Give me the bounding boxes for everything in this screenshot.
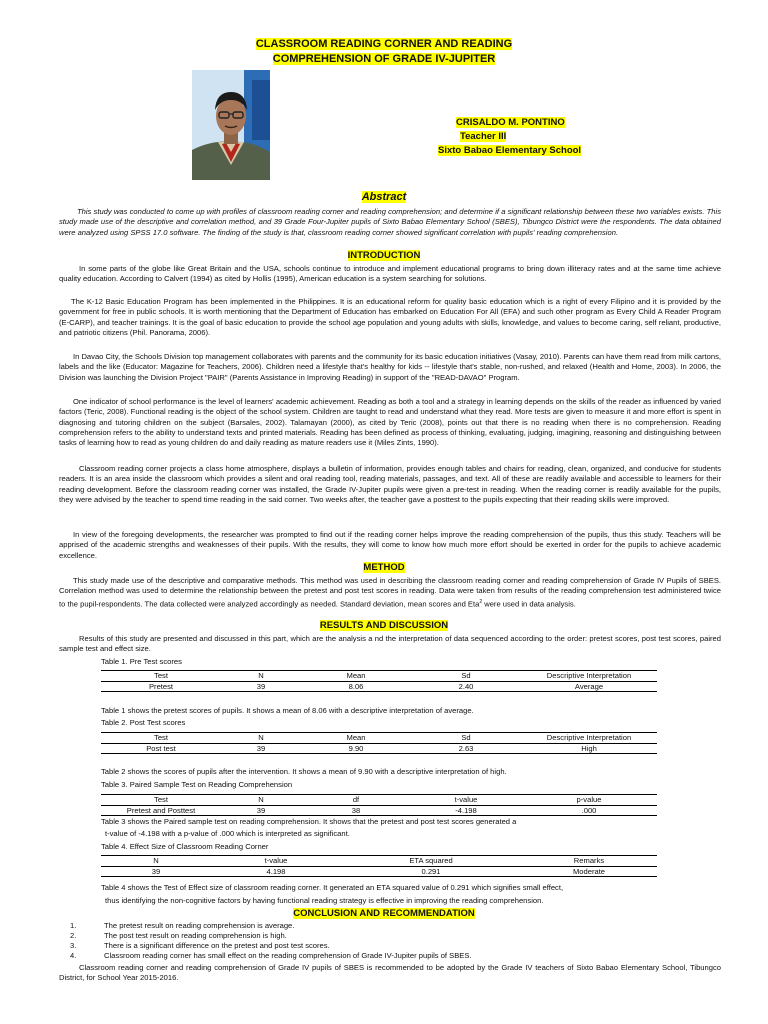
list-item: 1. The pretest result on reading comprehension is average. xyxy=(70,921,295,930)
table2-cell: High xyxy=(521,743,657,754)
intro-paragraph-2: The K-12 Basic Education Program has been implemented in the Philippines. It is an educational reform for quality basic education which is a right of every Filipino and it is provided by the government for free in public schools. It is worth mentioning that the Department of Education has embarked on Education For All (EFA) and such other program as Every Child A Reader Program (E-CARP), and teacher trainings. It is the goal of basic education to provide the school age population and young adults with skills, knowledge, and values to become caring, self reliant, productive, and patriotic citizens (Phil. Panorama, 2006). xyxy=(59,297,721,337)
table1-cell: 8.06 xyxy=(301,681,411,692)
table3-header-t-value: t-value xyxy=(411,795,521,806)
paper-title-line-2 xyxy=(0,53,768,65)
results-intro: Results of this study are presented and discussed in this part, which are the analysis a nd the interpretation of data sequenced according to the order: pretest scores, post test scores, paired sample test and effect size. xyxy=(59,634,721,654)
table1-cell: Pretest xyxy=(101,681,221,692)
author-school: Sixto Babao Elementary School xyxy=(438,145,582,156)
table3-header-p-value: p-value xyxy=(521,795,657,806)
table1 xyxy=(101,670,657,692)
table3-cell: Pretest and Posttest xyxy=(101,805,221,816)
table3-header-df: df xyxy=(301,795,411,806)
intro-paragraph-5: Classroom reading corner projects a class home atmosphere, displays a bulletin of information, provides enough tables and chairs for reading, clean, organized, and conducive for students readers. It is an area inside the classroom which provides a silent and oral reading tool, reading materials, passages, and text. All of these are readily available and accessible to learners for their reading development. Before the classroom reading corner was installed, the Grade IV-Jupiter pupils were given a pre-test in reading. When the reading corner is readily available for the pupils, they were advised by the teacher to spend time reading in the said corner. Two weeks after, the teacher gave a posttest to the pupils expecting that their reading skills were improved. xyxy=(59,464,721,504)
table1-header-n: N xyxy=(221,671,301,682)
table1-caption: Table 1. Pre Test scores xyxy=(101,657,182,666)
table3-caption: Table 3. Paired Sample Test on Reading Comprehension xyxy=(101,780,293,789)
table4-caption: Table 4. Effect Size of Classroom Reading Corner xyxy=(101,842,269,851)
table4-cell: 39 xyxy=(101,866,211,877)
paper-title-text-1: CLASSROOM READING CORNER AND READING xyxy=(255,38,513,50)
table3-header-test: Test xyxy=(101,795,221,806)
table1-cell: Average xyxy=(521,681,657,692)
table2-cell: 39 xyxy=(221,743,301,754)
table4-header-n: N xyxy=(101,856,211,867)
table3 xyxy=(101,794,657,816)
table4 xyxy=(101,855,657,877)
results-heading: RESULTS AND DISCUSSION xyxy=(319,620,449,631)
table2-header-sd: Sd xyxy=(411,733,521,744)
table3-cell: -4.198 xyxy=(411,805,521,816)
list-item: 2. The post test result on reading comprehension is high. xyxy=(70,931,287,940)
list-item: 4. Classroom reading corner has small effect on the reading comprehension of Grade IV-Jupiter pupils of SBES. xyxy=(70,951,472,960)
table2 xyxy=(101,732,657,754)
author-photo xyxy=(192,70,270,180)
introduction-heading: INTRODUCTION xyxy=(347,250,421,261)
table1-header-sd: Sd xyxy=(411,671,521,682)
table2-cell: 9.90 xyxy=(301,743,411,754)
table3-cell: 38 xyxy=(301,805,411,816)
table2-note: Table 2 shows the scores of pupils after the intervention. It shows a mean of 9.90 with a descriptive interpretation of high. xyxy=(101,767,507,776)
author-position: Teacher III xyxy=(460,131,507,142)
method-heading: METHOD xyxy=(363,562,405,573)
table2-header-test: Test xyxy=(101,733,221,744)
paper-title-line-1 xyxy=(0,38,768,50)
table4-header-t-value: t-value xyxy=(211,856,341,867)
table3-header-n: N xyxy=(221,795,301,806)
paper-title-text-2: COMPREHENSION OF GRADE IV-JUPITER xyxy=(272,53,496,65)
intro-paragraph-4: One indicator of school performance is the level of learners' academic achievement. Reading as both a tool and a strategy in learning depends on the skills of the reader as influenced by varied factors (Teric, 2008). Functional reading is the object of the school system. Children are taught to read and understand what they read. More tests are given to measure it and more effort is spent in diagnosing and tutoring children on the subject (Barsales, 2002). Talamayan (2000), as cited by Teric (2008), points out that there is no reading when there is no comprehension. Reading comprehension refers to the ability to understand texts and printed materials. Reading has been defined as process of thinking, evaluating, judging, imagining, reasoning and distinguishing between tasks of learning how to read as young children do and daily reading as mature readers use it (Miles Zints, 1990). xyxy=(59,397,721,448)
table2-caption: Table 2. Post Test scores xyxy=(101,718,186,727)
author-name: CRISALDO M. PONTINO xyxy=(456,117,565,128)
abstract-text: This study was conducted to come up with profiles of classroom reading corner and reading comprehension; and determine if a significant relationship between these two variables exists. This study made use of the descriptive and correlation method, and 39 Grade Four-Jupiter pupils of Sixto Babao Elementary School (SBES), Tibungco District were the respondents. The data obtained were analyzed using SPSS 17.0 software. The finding of the study is that, classroom reading corner showed significant correlation with pupils' reading comprehension. xyxy=(59,207,721,237)
table1-header-interpretation: Descriptive Interpretation xyxy=(521,671,657,682)
intro-paragraph-6: In view of the foregoing developments, the researcher was prompted to find out if the reading corner helps improve the reading comprehension of the pupils, thus this study. Teachers will be apprised of the academic strengths and weaknesses of their pupils. With the results, they will come to know how much more effort should be exerted in order for the pupils to achieve academic excellence. xyxy=(59,530,721,560)
abstract-heading: Abstract xyxy=(361,191,407,203)
intro-paragraph-1: In some parts of the globe like Great Britain and the USA, schools continue to introduce and implement educational programs to bring down illiteracy rates and at the same time achieve quality education. According to Calvert (1994) as cited by Hollis (1995), American education is a system searching for solutions. xyxy=(59,264,721,284)
table4-header-eta-squared: ETA squared xyxy=(341,856,521,867)
conclusion-heading: CONCLUSION AND RECOMMENDATION xyxy=(293,908,475,919)
recommendation-text: Classroom reading corner and reading comprehension of Grade IV pupils of SBES is recommended to be adopted by the Grade IV teachers of Sixto Babao Elementary School, Tibungco District, for School Year 2015-2016. xyxy=(59,963,721,983)
table4-header-remarks: Remarks xyxy=(521,856,657,867)
table4-note-line-2: thus identifying the non-cognitive factors by having functional reading strategy is effective in improving the reading comprehension. xyxy=(105,896,544,905)
table1-header-test: Test xyxy=(101,671,221,682)
table2-header-mean: Mean xyxy=(301,733,411,744)
table2-cell: 2.63 xyxy=(411,743,521,754)
intro-paragraph-3: In Davao City, the Schools Division top management collaborates with parents and the community for its basic education initiatives (Vasay, 2010). Parents can have them read from milk cartons, labels and the like (Educator: Magazine for Teachers, 2006). Children need a lifestyle that's healthy for kids -- lifestyle that's stable, non-rushed, and relaxed (Health and Home, 2003). In 2006, the Division was launching the Division Project "PAIR" (Parents Assistance in Improving Reading) in support of the "READ-DAVAO" Program. xyxy=(59,352,721,382)
table2-cell: Post test xyxy=(101,743,221,754)
table1-header-mean: Mean xyxy=(301,671,411,682)
table3-cell: 39 xyxy=(221,805,301,816)
table2-header-n: N xyxy=(221,733,301,744)
table1-cell: 39 xyxy=(221,681,301,692)
table4-note-line-1: Table 4 shows the Test of Effect size of classroom reading corner. It generated an ETA squared value of 0.291 which signifies small effect, xyxy=(101,883,564,892)
table2-header-interpretation: Descriptive Interpretation xyxy=(521,733,657,744)
table1-cell: 2.40 xyxy=(411,681,521,692)
table3-note-line-2: t-value of -4.198 with a p-value of .000 which is interpreted as significant. xyxy=(105,829,350,838)
table3-note-line-1: Table 3 shows the Paired sample test on reading comprehension. It shows that the pretest and post test scores generated a xyxy=(101,817,517,826)
conclusion-list xyxy=(70,921,472,961)
table1-note: Table 1 shows the pretest scores of pupils. It shows a mean of 8.06 with a descriptive interpretation of average. xyxy=(101,706,474,715)
table4-cell: 4.198 xyxy=(211,866,341,877)
list-item: 3. There is a significant difference on the pretest and post test scores. xyxy=(70,941,330,950)
table3-cell: .000 xyxy=(521,805,657,816)
table4-cell: Moderate xyxy=(521,866,657,877)
table4-cell: 0.291 xyxy=(341,866,521,877)
method-text: This study made use of the descriptive and comparative methods. This method was used in describing the classroom reading corner and reading comprehension of Grade IV Pupils of SBES. Correlation method was used to determine the relationship between the pretest and post test scores in reading. Data were taken from results of the reading comprehension test administered twice to the pupil-respondents. The data collected were analyzed accordingly as needed. Standard deviation, mean scores and Eta$^2$ were used in data analysis. xyxy=(59,576,721,609)
